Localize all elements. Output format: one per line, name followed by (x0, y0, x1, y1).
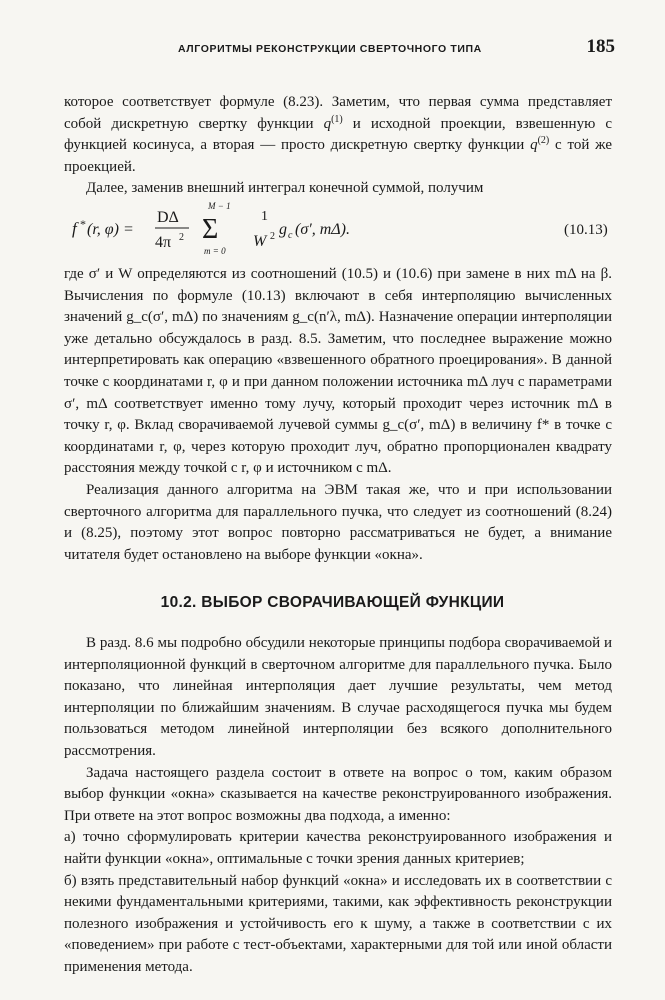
equation-10-13 (64, 198, 622, 258)
eq-frac2-num: 1 (261, 209, 268, 224)
eq-denominator: 4π (155, 234, 172, 251)
section-heading: 10.2. ВЫБОР СВОРАЧИВАЮЩЕЙ ФУНКЦИИ (160, 594, 505, 611)
paragraph-lead-formula: Далее, заменив внешний интеграл конечной суммой, получим (86, 180, 484, 197)
page-number: 185 (586, 36, 615, 57)
q2-symbol: q (530, 137, 538, 154)
p1-text-a: которое соответствует формуле (8.23). Заметим, что первая сумма представляет собой дискретную свертку функции (64, 94, 612, 132)
list-item-a: а) точно сформулировать критерии качества реконструированного изображения и найти функции «окна», оптимальные с точки зрения данных критериев; (64, 829, 612, 867)
eq-frac2-den-sup: 2 (270, 231, 275, 242)
eq-sum-upper: M − 1 (208, 201, 231, 211)
equation-svg (64, 198, 622, 258)
paragraph-task: Задача настоящего раздела состоит в ответе на вопрос о том, каким образом выбор функции «окна» сказывается на качестве реконструированного изображения. При ответе на этот вопрос возможны два подхода, а именно: (64, 764, 612, 824)
paragraph-definitions: где σ′ и W определяются из соотношений (10.5) и (10.6) при замене в них mΔ на β. Вычисления по формуле (10.13) включают в себя интерполяцию вычисленных значений g_c(σ′, mΔ) по значениям g_c(n′λ, mΔ). Назначение операции интерполяции уже детально обсуждалось в разд. 8.5. Заметим, что последнее выражение можно интерпретировать как операцию «взвешенного обратного проецирования». В данной точке с координатами r, φ и при данном положении источника mΔ луч с параметрами σ′, mΔ соответствует именно тому лучу, который проходит через источник mΔ в точку r, φ. Вклад сворачиваемой лучевой суммы g_c(σ′, mΔ) в величину f* в точке с координатами r, φ, через которую проходит луч, обратно пропорционален квадрату расстояния между точкой с r, φ и источником с mΔ. (64, 266, 612, 477)
eq-number: (10.13) (564, 222, 608, 238)
body-text-upper (64, 264, 612, 566)
eq-sum-sign: Σ (202, 214, 219, 245)
paragraph-implementation: Реализация данного алгоритма на ЭВМ такая же, что и при использовании сверточного алгоритма для параллельного пучка, что следует из соотношений (8.24) и (8.25), поэтому этот вопрос повторно рассматриваться не будет, а внимание читателя будет остановлено на выборе функции «окна». (64, 481, 612, 563)
eq-star: * (80, 217, 86, 231)
eq-g-args: (σ′, mΔ). (295, 221, 350, 238)
eq-den-sup: 2 (179, 232, 184, 243)
running-head: АЛГОРИТМЫ РЕКОНСТРУКЦИИ СВЕРТОЧНОГО ТИПА (178, 43, 482, 55)
eq-lhs-args: (r, φ) = (87, 221, 134, 238)
q1-symbol: q (323, 115, 332, 132)
paragraph-section-intro: В разд. 8.6 мы подробно обсудили некоторые принципы подбора сворачиваемой и интерполяционной функций в сверточном алгоритме для параллельного пучка. Было показано, что линейная интерполяция дает лучшие результаты, чем метод интерполяции по ближайшим значениям. В случае расходящегося пучка мы будем пользоваться методом линейной интерполяции без всякого дополнительного рассмотрения. (64, 635, 612, 759)
list-item-b: б) взять представительный набор функций «окна» и исследовать их в соответствии с некими фундаментальными критериями, такими, как эффективность реконструкции полезного изображения и устойчивость его к шуму, а также в соответствии с их «поведением» при работе с тест-объектами, характерными для той или иной области применения метода. (64, 872, 612, 975)
q2-superscript: (2) (537, 135, 550, 147)
eq-g: g (279, 221, 287, 238)
p1-text-c: с той же проекцией. (64, 137, 612, 175)
paragraph-intro (64, 92, 612, 200)
q1-superscript: (1) (331, 113, 343, 125)
eq-f: f (72, 219, 77, 238)
eq-g-sub: c (288, 230, 293, 241)
eq-sum-lower: m = 0 (204, 246, 226, 256)
eq-numerator: DΔ (157, 209, 179, 226)
page-header (0, 36, 665, 60)
eq-frac2-den: W (253, 233, 267, 250)
p1-text-b: и исходной проекции, взвешенную с функцией косинуса, а вторая — просто дискретную свертку функции (64, 115, 612, 154)
body-text-lower (64, 633, 612, 979)
